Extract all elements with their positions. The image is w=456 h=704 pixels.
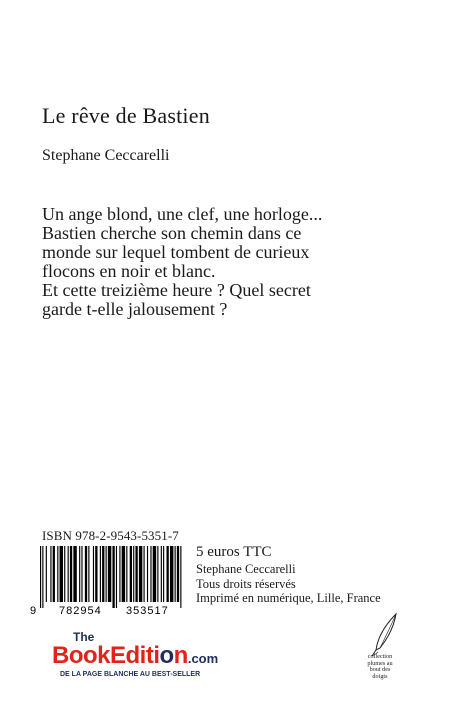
barcode-bar	[64, 546, 65, 602]
barcode-bar	[95, 546, 97, 602]
barcode-digit-first: 9	[30, 605, 37, 616]
barcode-bar	[53, 546, 55, 602]
collection-line: plumes au	[367, 659, 393, 667]
info-rights: Tous droits réservés	[196, 576, 296, 591]
blurb-line: monde sur lequel tombent de curieux	[42, 242, 310, 262]
barcode-bar	[135, 546, 137, 602]
barcode-digits-left: 782954	[59, 605, 102, 616]
barcode-bar	[153, 546, 156, 602]
barcode-bar	[73, 546, 76, 602]
isbn-label: ISBN 978-2-9543-5351-7	[42, 528, 179, 543]
barcode-bar	[126, 546, 127, 602]
publisher-logo-the: The	[73, 630, 95, 644]
barcode-bar	[133, 546, 134, 602]
barcode-bar	[60, 546, 63, 602]
barcode-bar	[50, 546, 51, 602]
publisher-logo-o: o	[159, 642, 174, 669]
barcode-bar	[46, 546, 47, 602]
barcode-bar	[157, 546, 158, 602]
barcode-bar	[170, 546, 173, 602]
blurb-line: Et cette treizième heure ? Quel secret	[42, 280, 311, 300]
barcode-bar	[139, 546, 142, 602]
collection-label	[352, 654, 408, 680]
barcode-bar	[42, 546, 43, 608]
price: 5 euros TTC	[196, 544, 272, 560]
barcode-bar	[150, 546, 151, 602]
barcode-bar	[102, 546, 104, 602]
info-printed: Imprimé en numérique, Lille, France	[196, 591, 381, 605]
barcode-bar	[177, 546, 179, 602]
publisher-logo-n: n	[173, 642, 188, 669]
barcode-bar	[106, 546, 107, 602]
publisher-logo-name: BookEditi	[52, 642, 160, 669]
barcode-bar	[147, 546, 148, 602]
barcode-bar	[70, 546, 72, 602]
barcode-bar	[161, 546, 162, 602]
barcode-bar	[122, 546, 125, 602]
barcode-bar	[93, 546, 94, 602]
barcode-bar	[175, 546, 176, 602]
book-blurb	[42, 205, 402, 319]
barcode-bar	[68, 546, 69, 602]
barcode-bar	[119, 546, 120, 602]
barcode-bar	[180, 546, 181, 608]
barcode-bar	[167, 546, 169, 602]
barcode-bar	[108, 546, 111, 602]
barcode-bar	[88, 546, 89, 602]
barcode-bar	[116, 546, 117, 608]
blurb-line: Un ange blond, une clef, une horloge...	[42, 204, 323, 224]
collection-line: doigts	[372, 672, 388, 680]
barcode-bar	[100, 546, 101, 602]
barcode-bar	[85, 546, 87, 602]
barcode-bar	[57, 546, 58, 602]
publication-info	[196, 562, 381, 606]
collection-line: bout des	[369, 666, 391, 674]
publisher-logo-com: .com	[187, 651, 219, 666]
barcode	[28, 546, 190, 616]
blurb-line: flocons en noir et blanc.	[42, 261, 216, 281]
collection-line: collection	[367, 653, 393, 660]
book-author: Stephane Ceccarelli	[42, 147, 170, 164]
info-author: Stephane Ceccarelli	[196, 562, 296, 576]
barcode-bar	[163, 546, 164, 602]
publisher-tagline: DE LA PAGE BLANCHE AU BEST-SELLER	[60, 671, 201, 678]
barcode-digits-right: 353517	[126, 605, 169, 616]
blurb-line: Bastien cherche son chemin dans ce	[42, 223, 302, 243]
barcode-bar	[40, 546, 41, 608]
barcode-bar	[144, 546, 145, 602]
blurb-line: garde t-elle jalousement ?	[42, 299, 228, 319]
publisher-logo	[52, 642, 218, 670]
barcode-bar	[112, 546, 114, 608]
barcode-bar	[81, 546, 82, 602]
book-title: Le rêve de Bastien	[42, 103, 210, 128]
barcode-bar	[130, 546, 132, 602]
quill-icon	[354, 606, 404, 696]
barcode-bar	[79, 546, 80, 602]
